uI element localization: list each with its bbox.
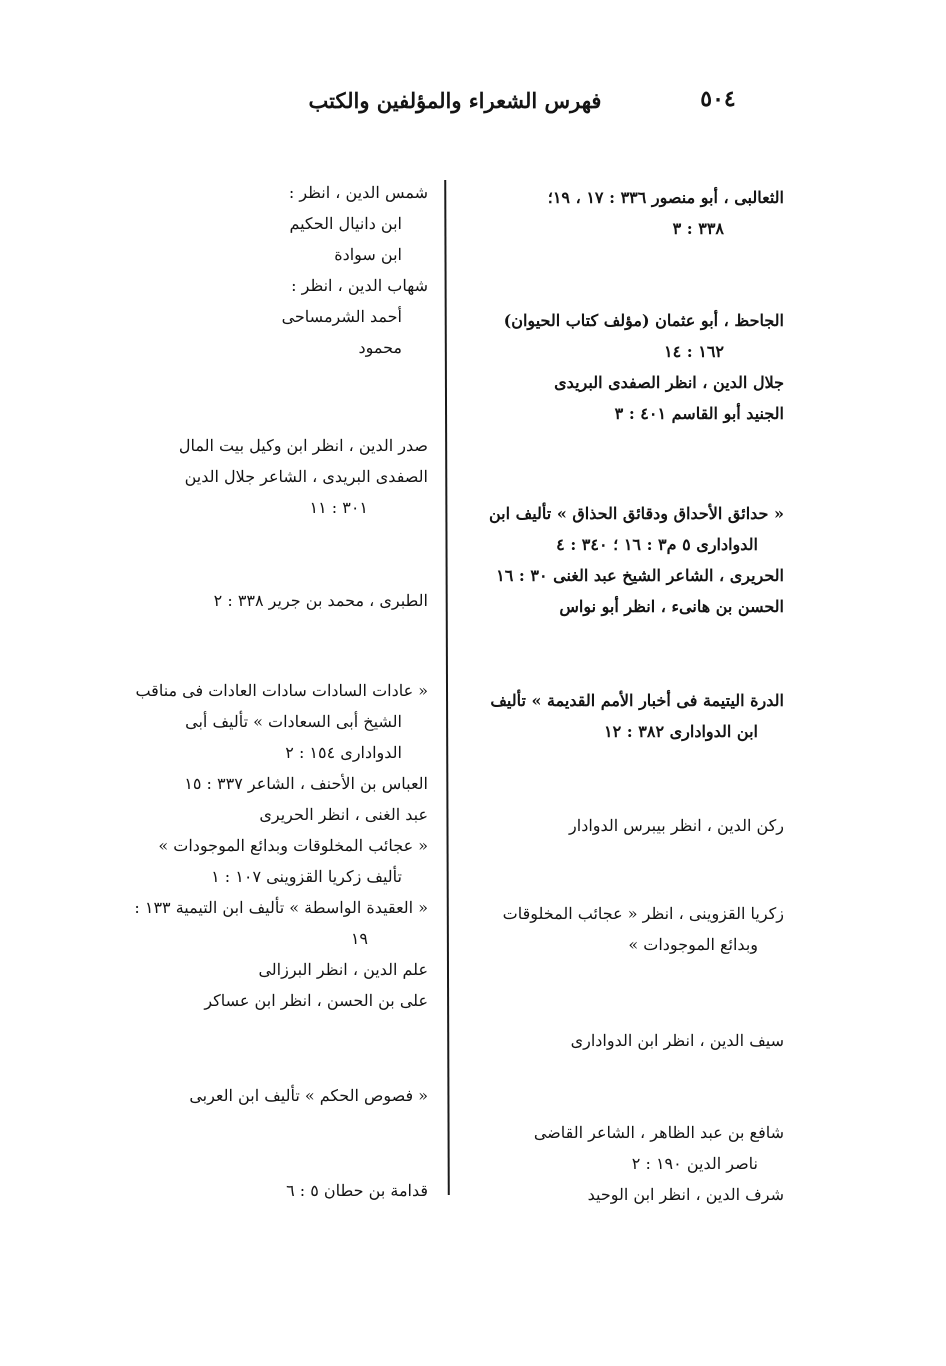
entry-line: وبدائع الموجودات »: [628, 935, 758, 954]
page-number: ٥٠٤: [700, 86, 736, 112]
entry-line: الصفدى البريدى ، الشاعر جلال الدين: [184, 467, 428, 486]
index-entry: [112, 177, 428, 363]
index-entry: [112, 675, 428, 1016]
entry-line: الشيخ أبى السعادات » تأليف أبى: [185, 712, 402, 731]
index-entry: [462, 810, 784, 841]
entry-line: الدوادارى ١٥٤ : ٢: [285, 743, 402, 762]
index-entry: [462, 685, 784, 747]
entry-line: على بن الحسن ، انظر ابن عساكر: [204, 991, 428, 1010]
index-entry: [462, 1025, 784, 1056]
entry-line: الدرة اليتيمة فى أخبار الأمم القديمة » تأليف: [490, 691, 784, 710]
entry-line: الدوادارى ٥ م٣ : ١٦ ؛ ٣٤٠ : ٤: [556, 535, 758, 554]
index-entry: [112, 585, 428, 616]
entry-line: ناصر الدين ١٩٠ : ٢: [631, 1154, 758, 1173]
entry-line: « عادات السادات سادات العادات فى مناقب: [135, 681, 428, 700]
entry-line: « العقيدة الواسطة » تأليف ابن التيمية ١٣٣ :: [134, 898, 428, 917]
entry-line: الجنيد أبو القاسم ٤٠١ : ٣: [614, 404, 784, 423]
entry-line: العباس بن الأحنف ، الشاعر ٣٣٧ : ١٥: [184, 774, 428, 793]
entry-line: شرف الدين ، انظر ابن الوحيد: [587, 1185, 784, 1204]
entry-line: أحمد الشرمساحى: [281, 307, 402, 326]
entry-line: الحريرى ، الشاعر الشيخ عبد الغنى ٣٠ : ١٦: [496, 566, 784, 585]
entry-line: ٣٣٨ : ٣: [672, 219, 724, 238]
entry-line: عبد الغنى ، انظر الحريرى: [259, 805, 428, 824]
index-entry: [462, 305, 784, 429]
entry-line: « حدائق الأحداق ودقائق الحذاق » تأليف ابن: [489, 504, 784, 523]
entry-line: ابن الدوادارى ٣٨٢ : ١٢: [604, 722, 758, 741]
index-entry: [462, 1117, 784, 1210]
entry-line: الطبرى ، محمد بن جرير ٣٣٨ : ٢: [213, 591, 428, 610]
entry-line: سيف الدين ، انظر ابن الدوادارى: [570, 1031, 784, 1050]
entry-line: محمود: [358, 338, 402, 357]
entry-line: شافع بن عبد الظاهر ، الشاعر القاضى: [533, 1123, 784, 1142]
index-entry: [462, 498, 784, 622]
entry-line: تأليف زكريا القزوينى ١٠٧ : ١: [211, 867, 402, 886]
entry-line: ١٩: [350, 929, 368, 948]
entry-line: ركن الدين ، انظر بيبرس الدوادار: [569, 816, 784, 835]
entry-line: صدر الدين ، انظر ابن وكيل بيت المال: [178, 436, 428, 455]
entry-line: ٣٠١ : ١١: [309, 498, 368, 517]
entry-line: ١٦٢ : ١٤: [663, 342, 724, 361]
index-entry: [112, 430, 428, 523]
entry-line: ابن سوادة: [334, 245, 402, 264]
index-entry: [112, 1080, 428, 1111]
column-divider: [444, 180, 450, 1195]
entry-line: الثعالبى ، أبو منصور ٣٣٦ : ١٧ ، ١٩؛: [547, 188, 784, 207]
entry-line: « عجائب المخلوقات وبدائع الموجودات »: [158, 836, 428, 855]
entry-line: « فصوص الحكم » تأليف ابن العربى: [189, 1086, 428, 1105]
page-title: فهرس الشعراء والمؤلفين والكتب: [308, 88, 602, 113]
entry-line: جلال الدين ، انظر الصفدى البريدى: [554, 373, 784, 392]
entry-line: الحسن بن هانىء ، انظر أبو نواس: [559, 597, 784, 616]
index-entry: [462, 898, 784, 960]
entry-line: قدامة بن حطان ٥ : ٦: [286, 1181, 428, 1200]
entry-line: شمس الدين ، انظر :: [288, 183, 428, 202]
index-entry: [462, 182, 784, 244]
index-entry: [112, 1175, 428, 1206]
entry-line: الجاحظ ، أبو عثمان (مؤلف كتاب الحيوان): [503, 311, 784, 330]
entry-line: شهاب الدين ، انظر :: [291, 276, 428, 295]
entry-line: زكريا القزوينى ، انظر « عجائب المخلوقات: [502, 904, 784, 923]
entry-line: علم الدين ، انظر البرزالى: [258, 960, 428, 979]
entry-line: ابن دانيال الحكيم: [289, 214, 402, 233]
